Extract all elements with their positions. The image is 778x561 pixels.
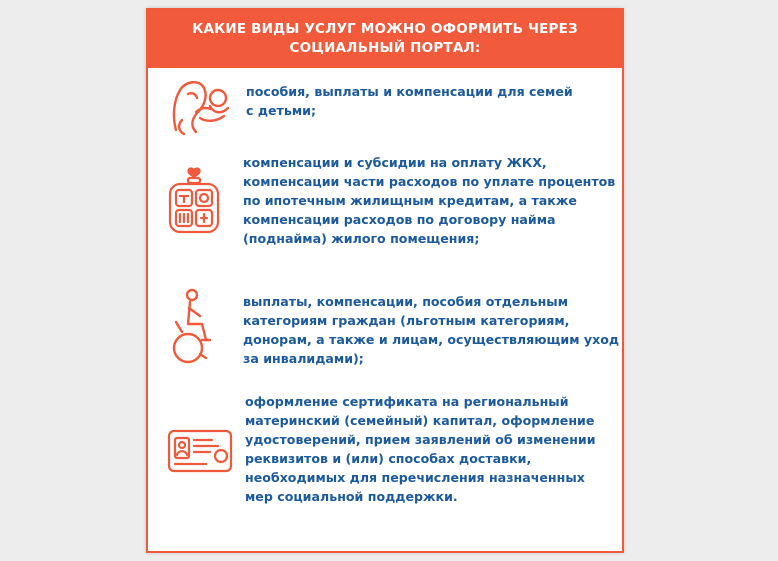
header-title-line-1: КАКИЕ ВИДЫ УСЛУГ МОЖНО ОФОРМИТЬ ЧЕРЕЗ [192,21,578,37]
certificate-card-icon [166,428,234,478]
wheelchair-icon [172,288,216,372]
item-line: категориям граждан (льготным категориям, [243,313,570,328]
item-line: по ипотечным жилищным кредитам, а также [243,193,577,208]
item-line: компенсации части расходов по уплате процентов [243,174,616,189]
item-preferential-categories [243,292,619,368]
item-line: за инвалидами); [243,351,364,366]
item-line: оформление сертификата на региональный [245,394,569,409]
item-line: компенсации расходов по договору найма [243,212,556,227]
card-header [148,10,622,68]
info-card [146,8,624,553]
item-line: (поднайма) жилого помещения; [243,231,480,246]
item-line: компенсации и субсидии на оплату ЖКХ, [243,155,547,170]
item-line: с детьми; [246,103,316,118]
item-line: материнский (семейный) капитал, оформление [245,413,595,428]
item-line: донорам, а также и лицам, осуществляющим уход [243,332,620,347]
item-certificate-registration [245,392,596,506]
mother-child-icon [166,76,232,142]
item-line: выплаты, компенсации, пособия отдельным [243,294,568,309]
item-family-benefits [246,82,573,120]
item-line: удостоверений, прием заявлений об изменении [245,432,596,447]
item-line: мер социальной поддержки. [245,489,458,504]
item-line: реквизитов и (или) способах доставки, [245,451,532,466]
header-title-line-2: СОЦИАЛЬНЫЙ ПОРТАЛ: [289,40,481,56]
item-line: пособия, выплаты и компенсации для семей [246,84,573,99]
item-line: необходимых для перечисления назначенных [245,470,585,485]
utilities-icon [166,166,222,240]
item-utilities-compensation [243,153,615,248]
